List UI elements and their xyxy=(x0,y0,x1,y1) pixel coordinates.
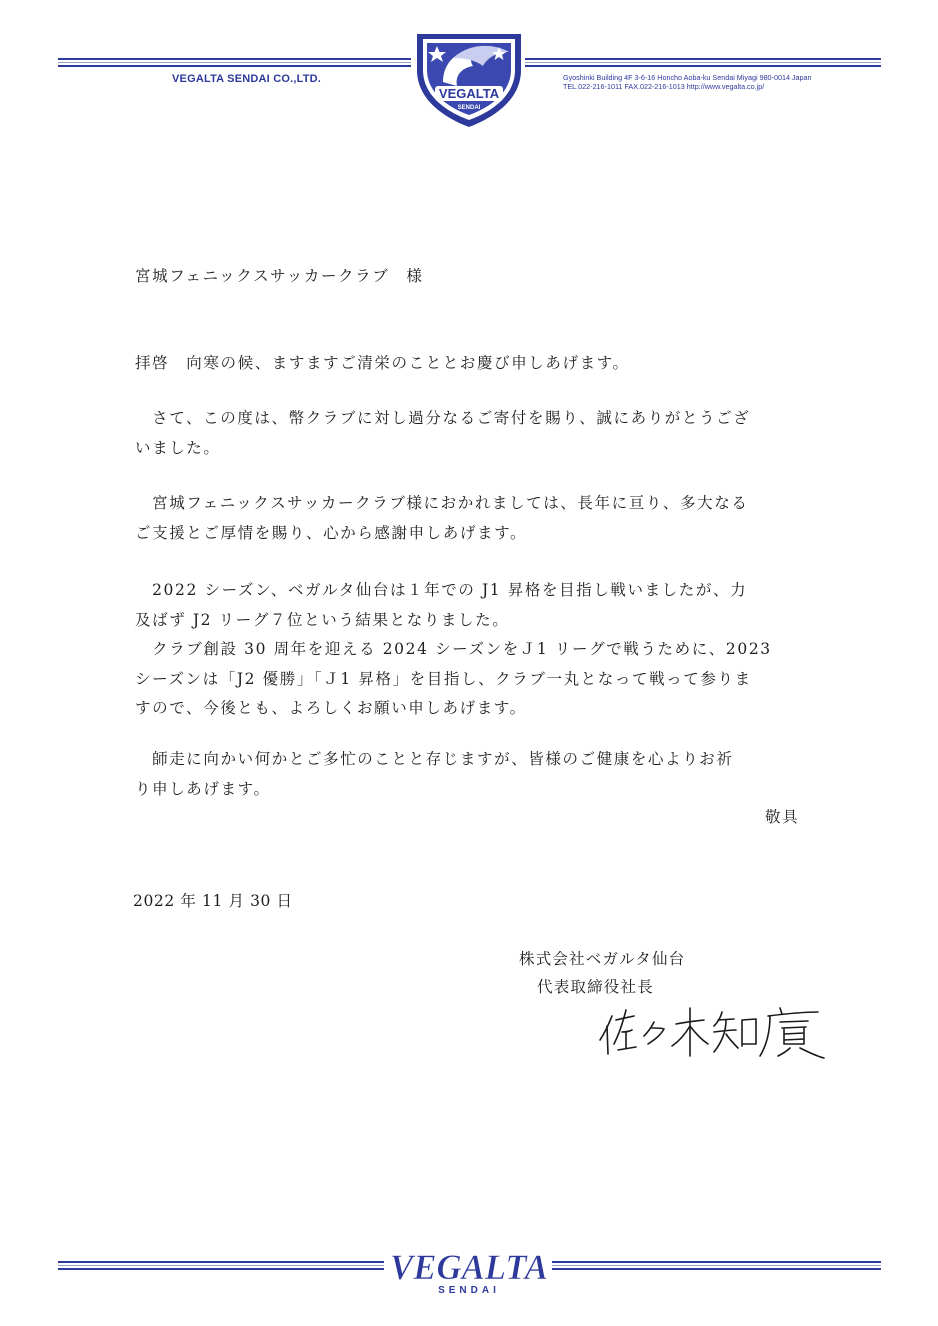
letter-date: 2022 年 11 月 30 日 xyxy=(133,892,293,910)
emblem-subtext: SENDAI xyxy=(457,105,481,111)
sender-company: 株式会社ベガルタ仙台 xyxy=(519,950,686,968)
company-name-en: VEGALTA SENDAI CO.,LTD. xyxy=(172,73,322,85)
footer-rule-right-mid xyxy=(552,1265,881,1266)
footer-rule-left-mid xyxy=(58,1265,384,1266)
footer-logo-text: VEGALTA xyxy=(390,1247,548,1287)
footer-rule-left-top xyxy=(58,1261,384,1263)
paragraph-line: り申しあげます。 xyxy=(135,779,271,798)
paragraph-line: さて、この度は、幣クラブに対し過分なるご寄付を賜り、誠にありがとうござ xyxy=(135,409,751,427)
header-rule-left-top xyxy=(58,58,411,60)
header-rule-right-top xyxy=(525,58,881,60)
vegalta-emblem-icon xyxy=(413,20,525,130)
paragraph-line: 宮城フェニックスサッカークラブ様におかれましては、長年に亘り、多大なる xyxy=(135,494,749,512)
paragraph-line: ご支援とご厚情を賜り、心から感謝申しあげます。 xyxy=(135,523,528,542)
paragraph-line: 2022 シーズン、ベガルタ仙台は１年での J1 昇格を目指し戦いましたが、力 xyxy=(135,581,748,599)
paragraph-line: すので、今後とも、よろしくお願い申しあげます。 xyxy=(135,699,527,717)
handwritten-signature xyxy=(598,1002,828,1062)
sender-title: 代表取締役社長 xyxy=(537,978,654,996)
paragraph-line: 及ばず J2 リーグ７位という結果となりました。 xyxy=(135,610,510,629)
header-rule-right-bottom xyxy=(525,65,881,67)
company-address xyxy=(563,73,812,91)
paragraph-line: クラブ創設 30 周年を迎える 2024 シーズンをＪ1 リーグで戦うために、2023 xyxy=(135,640,772,658)
header-rule-right-mid xyxy=(525,62,881,63)
paragraph-line: 師走に向かい何かとご多忙のことと存じますが、皆様のご健康を心よりお祈 xyxy=(135,750,734,768)
emblem-text: VEGALTA xyxy=(438,86,500,101)
paragraph-line: シーズンは「J2 優勝」「Ｊ1 昇格」を目指し、クラブ一丸となって戦って参りま xyxy=(135,669,752,688)
opening-greeting: 拝啓 向寒の候、ますますご清栄のこととお慶び申しあげます。 xyxy=(135,354,630,372)
header-rule-left-bottom xyxy=(58,65,411,67)
footer-rule-left-bottom xyxy=(58,1268,384,1270)
paragraph-season xyxy=(135,576,815,724)
addressee: 宮城フェニックスサッカークラブ 様 xyxy=(135,267,424,285)
closing: 敬具 xyxy=(765,808,800,826)
paragraph-thanks xyxy=(135,404,815,463)
vegalta-footer-logo xyxy=(386,1243,552,1295)
footer-rule-right-bottom xyxy=(552,1268,881,1270)
paragraph-line: いました。 xyxy=(135,438,221,457)
footer-rule-right-top xyxy=(552,1261,881,1263)
footer-logo-subtext: SENDAI xyxy=(438,1285,500,1295)
address-line-2: TEL.022-216-1011 FAX.022-216-1013 http://www.vegalta.co.jp/ xyxy=(563,82,765,91)
address-line-1: Gyoshinki Building 4F 3-6-16 Honcho Aoba-ku Sendai Miyagi 980-0014 Japan xyxy=(563,73,812,82)
paragraph-wishes xyxy=(135,745,815,804)
paragraph-support xyxy=(135,489,815,548)
header-rule-left-mid xyxy=(58,62,411,63)
